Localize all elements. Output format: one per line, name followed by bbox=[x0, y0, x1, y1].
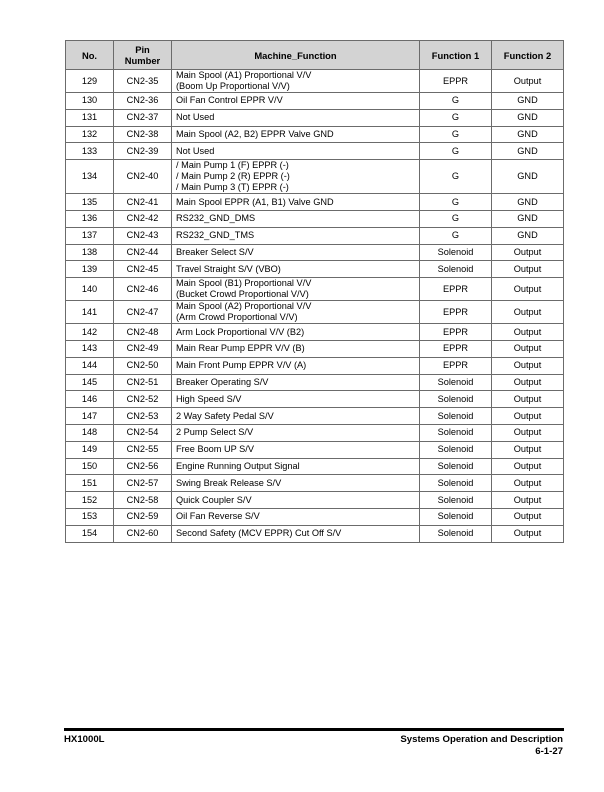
table-row bbox=[66, 244, 564, 261]
function-line: RS232_GND_DMS bbox=[176, 213, 256, 224]
table-row bbox=[66, 458, 564, 475]
cell-function-1: Solenoid bbox=[420, 261, 492, 278]
cell-pin-number: CN2-58 bbox=[114, 492, 172, 509]
function-line: (Arm Crowd Proportional V/V) bbox=[176, 312, 298, 323]
table-row bbox=[66, 70, 564, 93]
table-row bbox=[66, 525, 564, 542]
cell-machine-function bbox=[172, 424, 420, 441]
cell-pin-number: CN2-56 bbox=[114, 458, 172, 475]
function-line: Second Safety (MCV EPPR) Cut Off S/V bbox=[176, 528, 342, 539]
cell-function-2: GND bbox=[492, 210, 564, 227]
header-no: No. bbox=[66, 41, 114, 70]
header-function-1: Function 1 bbox=[420, 41, 492, 70]
cell-pin-number: CN2-44 bbox=[114, 244, 172, 261]
cell-function-2: Output bbox=[492, 244, 564, 261]
function-line: / Main Pump 3 (T) EPPR (-) bbox=[176, 182, 289, 193]
cell-function-2: Output bbox=[492, 508, 564, 525]
cell-function-2: Output bbox=[492, 301, 564, 324]
cell-function-1: G bbox=[420, 143, 492, 160]
cell-machine-function bbox=[172, 210, 420, 227]
table-row bbox=[66, 194, 564, 211]
cell-function-2: Output bbox=[492, 324, 564, 341]
function-line: Not Used bbox=[176, 145, 215, 156]
cell-function-2: GND bbox=[492, 194, 564, 211]
function-line: Main Spool (A1) Proportional V/V bbox=[176, 70, 312, 80]
cell-function-2: Output bbox=[492, 70, 564, 93]
cell-no: 147 bbox=[66, 408, 114, 425]
function-line: High Speed S/V bbox=[176, 393, 242, 404]
cell-no: 140 bbox=[66, 278, 114, 301]
table-row bbox=[66, 126, 564, 143]
cell-function-2: GND bbox=[492, 160, 564, 194]
cell-machine-function bbox=[172, 93, 420, 110]
cell-no: 131 bbox=[66, 109, 114, 126]
cell-function-2: Output bbox=[492, 261, 564, 278]
table-row bbox=[66, 475, 564, 492]
cell-pin-number: CN2-39 bbox=[114, 143, 172, 160]
header-machine-function: Machine_Function bbox=[172, 41, 420, 70]
function-line: Main Spool EPPR (A1, B1) Valve GND bbox=[176, 196, 334, 207]
cell-machine-function bbox=[172, 408, 420, 425]
cell-no: 154 bbox=[66, 525, 114, 542]
cell-no: 137 bbox=[66, 227, 114, 244]
table-header-row bbox=[66, 41, 564, 70]
function-line: (Boom Up Proportional V/V) bbox=[176, 81, 290, 91]
pin-function-table bbox=[65, 40, 564, 543]
cell-machine-function bbox=[172, 261, 420, 278]
cell-function-2: Output bbox=[492, 357, 564, 374]
function-line: 2 Way Safety Pedal S/V bbox=[176, 410, 274, 421]
cell-pin-number: CN2-51 bbox=[114, 374, 172, 391]
cell-function-1: G bbox=[420, 126, 492, 143]
cell-function-1: G bbox=[420, 109, 492, 126]
function-line: Main Spool (A2, B2) EPPR Valve GND bbox=[176, 128, 334, 139]
footer-page-number: 6-1-27 bbox=[535, 746, 563, 757]
cell-function-2: Output bbox=[492, 441, 564, 458]
cell-no: 139 bbox=[66, 261, 114, 278]
cell-pin-number: CN2-43 bbox=[114, 227, 172, 244]
table-row bbox=[66, 324, 564, 341]
cell-function-1: EPPR bbox=[420, 301, 492, 324]
function-line: Free Boom UP S/V bbox=[176, 444, 254, 455]
cell-machine-function bbox=[172, 70, 420, 93]
cell-function-1: Solenoid bbox=[420, 492, 492, 509]
cell-pin-number: CN2-42 bbox=[114, 210, 172, 227]
cell-machine-function bbox=[172, 374, 420, 391]
table-row bbox=[66, 93, 564, 110]
cell-function-2: Output bbox=[492, 408, 564, 425]
cell-function-2: Output bbox=[492, 458, 564, 475]
cell-pin-number: CN2-57 bbox=[114, 475, 172, 492]
cell-pin-number: CN2-54 bbox=[114, 424, 172, 441]
table-row bbox=[66, 109, 564, 126]
cell-no: 148 bbox=[66, 424, 114, 441]
cell-no: 130 bbox=[66, 93, 114, 110]
cell-function-1: Solenoid bbox=[420, 408, 492, 425]
table-row bbox=[66, 210, 564, 227]
table-row bbox=[66, 441, 564, 458]
function-line: RS232_GND_TMS bbox=[176, 230, 255, 241]
function-line: (Bucket Crowd Proportional V/V) bbox=[176, 289, 309, 300]
cell-function-2: Output bbox=[492, 340, 564, 357]
function-line: Oil Fan Control EPPR V/V bbox=[176, 95, 283, 106]
function-line: Breaker Operating S/V bbox=[176, 376, 269, 387]
function-line: Breaker Select S/V bbox=[176, 246, 254, 257]
cell-function-1: G bbox=[420, 194, 492, 211]
cell-machine-function bbox=[172, 492, 420, 509]
cell-pin-number: CN2-37 bbox=[114, 109, 172, 126]
table-row bbox=[66, 227, 564, 244]
cell-no: 150 bbox=[66, 458, 114, 475]
cell-machine-function bbox=[172, 525, 420, 542]
table-body bbox=[66, 70, 564, 543]
cell-function-1: G bbox=[420, 93, 492, 110]
cell-function-2: GND bbox=[492, 109, 564, 126]
cell-function-1: Solenoid bbox=[420, 458, 492, 475]
cell-pin-number: CN2-60 bbox=[114, 525, 172, 542]
cell-machine-function bbox=[172, 475, 420, 492]
table-row bbox=[66, 357, 564, 374]
cell-no: 133 bbox=[66, 143, 114, 160]
table-row bbox=[66, 261, 564, 278]
cell-no: 145 bbox=[66, 374, 114, 391]
header-pin-number bbox=[114, 41, 172, 70]
table-row bbox=[66, 508, 564, 525]
cell-pin-number: CN2-40 bbox=[114, 160, 172, 194]
function-line: Arm Lock Proportional V/V (B2) bbox=[176, 326, 305, 337]
cell-no: 149 bbox=[66, 441, 114, 458]
cell-pin-number: CN2-48 bbox=[114, 324, 172, 341]
cell-machine-function bbox=[172, 194, 420, 211]
function-line: Not Used bbox=[176, 112, 215, 123]
cell-pin-number: CN2-46 bbox=[114, 278, 172, 301]
footer-right bbox=[400, 734, 563, 758]
cell-no: 136 bbox=[66, 210, 114, 227]
cell-pin-number: CN2-47 bbox=[114, 301, 172, 324]
cell-no: 151 bbox=[66, 475, 114, 492]
cell-function-1: EPPR bbox=[420, 324, 492, 341]
cell-no: 143 bbox=[66, 340, 114, 357]
cell-no: 146 bbox=[66, 391, 114, 408]
cell-no: 141 bbox=[66, 301, 114, 324]
cell-no: 142 bbox=[66, 324, 114, 341]
function-line: Swing Break Release S/V bbox=[176, 477, 282, 488]
function-line: Main Spool (A2) Proportional V/V bbox=[176, 301, 312, 312]
footer-section-title: Systems Operation and Description bbox=[400, 734, 563, 745]
table-row bbox=[66, 391, 564, 408]
cell-function-2: GND bbox=[492, 93, 564, 110]
cell-pin-number: CN2-50 bbox=[114, 357, 172, 374]
table-row bbox=[66, 492, 564, 509]
table-row bbox=[66, 340, 564, 357]
footer-model: HX1000L bbox=[64, 734, 105, 745]
function-line: Main Spool (B1) Proportional V/V bbox=[176, 278, 312, 289]
cell-pin-number: CN2-49 bbox=[114, 340, 172, 357]
cell-no: 132 bbox=[66, 126, 114, 143]
function-line: Quick Coupler S/V bbox=[176, 494, 252, 505]
cell-function-2: Output bbox=[492, 525, 564, 542]
cell-function-2: Output bbox=[492, 391, 564, 408]
cell-machine-function bbox=[172, 278, 420, 301]
cell-function-1: Solenoid bbox=[420, 374, 492, 391]
function-line: Travel Straight S/V (VBO) bbox=[176, 263, 281, 274]
cell-no: 129 bbox=[66, 70, 114, 93]
cell-pin-number: CN2-55 bbox=[114, 441, 172, 458]
cell-machine-function bbox=[172, 324, 420, 341]
cell-pin-number: CN2-53 bbox=[114, 408, 172, 425]
cell-function-1: Solenoid bbox=[420, 441, 492, 458]
function-line: 2 Pump Select S/V bbox=[176, 427, 254, 438]
cell-machine-function bbox=[172, 244, 420, 261]
cell-pin-number: CN2-52 bbox=[114, 391, 172, 408]
cell-machine-function bbox=[172, 160, 420, 194]
cell-function-2: Output bbox=[492, 424, 564, 441]
cell-function-1: EPPR bbox=[420, 278, 492, 301]
cell-function-1: Solenoid bbox=[420, 525, 492, 542]
cell-function-1: EPPR bbox=[420, 357, 492, 374]
table-row bbox=[66, 143, 564, 160]
function-line: Engine Running Output Signal bbox=[176, 460, 300, 471]
cell-function-1: G bbox=[420, 210, 492, 227]
cell-pin-number: CN2-36 bbox=[114, 93, 172, 110]
cell-function-1: Solenoid bbox=[420, 475, 492, 492]
cell-no: 135 bbox=[66, 194, 114, 211]
cell-machine-function bbox=[172, 458, 420, 475]
function-line: / Main Pump 1 (F) EPPR (-) bbox=[176, 160, 289, 171]
table-row bbox=[66, 374, 564, 391]
cell-function-2: Output bbox=[492, 475, 564, 492]
cell-machine-function bbox=[172, 441, 420, 458]
cell-machine-function bbox=[172, 227, 420, 244]
cell-machine-function bbox=[172, 357, 420, 374]
cell-function-2: Output bbox=[492, 278, 564, 301]
cell-function-1: G bbox=[420, 227, 492, 244]
cell-no: 152 bbox=[66, 492, 114, 509]
cell-no: 134 bbox=[66, 160, 114, 194]
cell-machine-function bbox=[172, 143, 420, 160]
cell-pin-number: CN2-41 bbox=[114, 194, 172, 211]
function-line: Oil Fan Reverse S/V bbox=[176, 511, 260, 522]
cell-function-1: G bbox=[420, 160, 492, 194]
table-row bbox=[66, 408, 564, 425]
cell-machine-function bbox=[172, 126, 420, 143]
header-pin-number-label: Pin Number bbox=[124, 44, 161, 66]
cell-no: 138 bbox=[66, 244, 114, 261]
cell-function-1: Solenoid bbox=[420, 391, 492, 408]
table-row bbox=[66, 301, 564, 324]
cell-machine-function bbox=[172, 508, 420, 525]
table-row bbox=[66, 160, 564, 194]
cell-function-2: GND bbox=[492, 227, 564, 244]
cell-function-1: EPPR bbox=[420, 340, 492, 357]
cell-function-2: GND bbox=[492, 126, 564, 143]
cell-function-2: GND bbox=[492, 143, 564, 160]
table-row bbox=[66, 424, 564, 441]
cell-function-2: Output bbox=[492, 374, 564, 391]
cell-pin-number: CN2-38 bbox=[114, 126, 172, 143]
function-line: / Main Pump 2 (R) EPPR (-) bbox=[176, 171, 290, 182]
function-line: Main Front Pump EPPR V/V (A) bbox=[176, 360, 307, 371]
cell-machine-function bbox=[172, 391, 420, 408]
table-row bbox=[66, 278, 564, 301]
cell-machine-function bbox=[172, 340, 420, 357]
cell-function-1: Solenoid bbox=[420, 508, 492, 525]
cell-function-1: Solenoid bbox=[420, 244, 492, 261]
cell-function-2: Output bbox=[492, 492, 564, 509]
cell-function-1: EPPR bbox=[420, 70, 492, 93]
cell-pin-number: CN2-45 bbox=[114, 261, 172, 278]
footer-rule bbox=[64, 728, 564, 731]
cell-pin-number: CN2-59 bbox=[114, 508, 172, 525]
cell-no: 144 bbox=[66, 357, 114, 374]
cell-no: 153 bbox=[66, 508, 114, 525]
function-line: Main Rear Pump EPPR V/V (B) bbox=[176, 343, 305, 354]
header-function-2: Function 2 bbox=[492, 41, 564, 70]
cell-machine-function bbox=[172, 109, 420, 126]
cell-function-1: Solenoid bbox=[420, 424, 492, 441]
cell-machine-function bbox=[172, 301, 420, 324]
cell-pin-number: CN2-35 bbox=[114, 70, 172, 93]
